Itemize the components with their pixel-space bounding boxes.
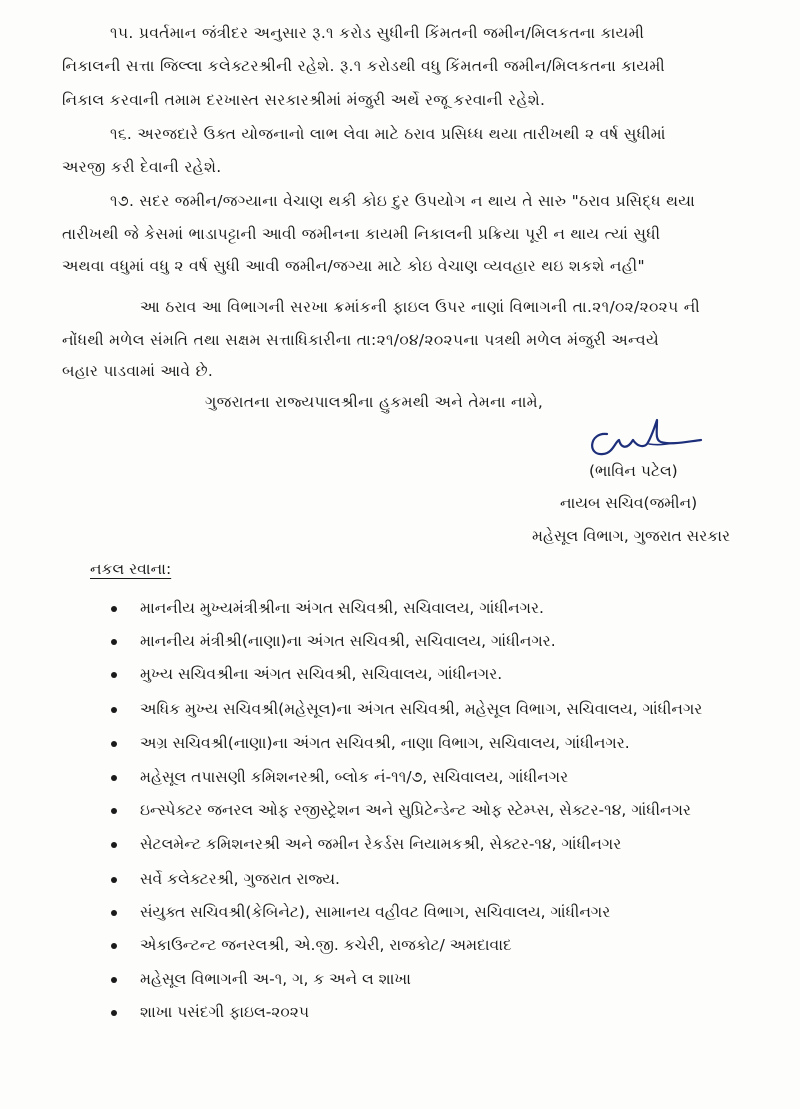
list-item: ઇન્સ્પેક્ટર જનરલ ઓફ રજીસ્ટ્રેશન અને સુપ્રિટેન્ડેન્ટ ઓફ સ્ટેમ્પ્સ, સેક્ટર-૧૪, ગાંધીનગર [118, 801, 691, 820]
signatory-designation: નાયબ સચિવ(જમીન) [560, 494, 698, 512]
clause-15-line-2: નિકાલની સત્તા જિલ્લા કલેક્ટરશ્રીની રહેશે. રૂ.૧ કરોડથી વધુ કિંમતની જમીન/મિલકતના કાયમી [62, 57, 665, 75]
list-item: મહેસૂલ તપાસણી કમિશનરશ્રી, બ્લોક નં-૧૧/૭, સચિવાલય, ગાંધીનગર [118, 768, 568, 787]
clause-15-line-1: ૧૫. પ્રવર્તમાન જંત્રીદર અનુસાર રૂ.૧ કરોડ સુધીની કિંમતની જમીન/મિલકતના કાયમી [110, 24, 645, 42]
signatory-department: મહેસૂલ વિભાગ, ગુજરાત સરકાર [532, 527, 731, 545]
signatory-name: (ભાવિન પટેલ) [589, 462, 678, 480]
bullet-icon [111, 741, 117, 747]
clause-15-line-3: નિકાલ કરવાની તમામ દરખાસ્ત સરકારશ્રીમાં મંજુરી અર્થે રજૂ કરવાની રહેશે. [62, 91, 546, 109]
list-item: સંયુક્ત સચિવશ્રી(કેબિનેટ), સામાનય વહીવટ વિભાગ, સચિવાલય, ગાંધીનગર [118, 903, 610, 922]
copy-to-heading: નકલ રવાના: [90, 560, 172, 578]
signature-mark [585, 418, 705, 468]
resolution-line-1: આ ઠરાવ આ વિભાગની સરખા ક્રમાંકની ફાઇલ ઉપર નાણાં વિભાગની તા.૨૧/૦૨/૨૦૨૫ ની [140, 298, 700, 316]
bullet-icon [111, 808, 117, 814]
bullet-icon [111, 1010, 117, 1016]
list-item: માનનીય મુખ્યમંત્રીશ્રીના અંગત સચિવશ્રી, સચિવાલય, ગાંધીનગર. [118, 599, 544, 618]
clause-16-line-2: અરજી કરી દેવાની રહેશે. [62, 158, 222, 176]
bullet-icon [111, 639, 117, 645]
bullet-icon [111, 672, 117, 678]
bullet-icon [111, 842, 117, 848]
list-item: શાખા પસંદગી ફાઇલ-૨૦૨૫ [118, 1003, 309, 1022]
clause-17-line-1: ૧૭. સદર જમીન/જગ્યાના વેચાણ થકી કોઇ દુર ઉપયોગ ન થાય તે સારુ "ઠરાવ પ્રસિદ્ધ થયા [110, 192, 696, 210]
clause-17-line-2: તારીખથી જે કેસમાં ભાડાપટ્ટાની આવી જમીનના કાયમી નિકાલની પ્રક્રિયા પૂરી ન થાય ત્યાં સુધી [62, 225, 661, 243]
list-item: અગ્ર સચિવશ્રી(નાણા)ના અંગત સચિવશ્રી, નાણા વિભાગ, સચિવાલય, ગાંધીનગર. [118, 734, 630, 753]
list-item: મુખ્ય સચિવશ્રીના અંગત સચિવશ્રી, સચિવાલય, ગાંધીનગર. [118, 665, 502, 684]
bullet-icon [111, 943, 117, 949]
clause-16-line-1: ૧૬. અરજદારે ઉક્ત યોજનાનો લાભ લેવા માટે ઠરાવ પ્રસિધ્ધ થયા તારીખથી ૨ વર્ષ સુધીમાં [110, 125, 666, 143]
list-item: અધિક મુખ્ય સચિવશ્રી(મહેસૂલ)ના અંગત સચિવશ્રી, મહેસૂલ વિભાગ, સચિવાલય, ગાંધીનગર [118, 700, 702, 719]
bullet-icon [111, 910, 117, 916]
list-item: એકાઉન્ટન્ટ જનરલશ્રી, એ.જી. કચેરી, રાજકોટ/ અમદાવાદ [118, 936, 512, 955]
resolution-line-3: બહાર પાડવામાં આવે છે. [62, 362, 214, 380]
list-item: મહેસૂલ વિભાગની અ-૧, ગ, ક અને લ શાખા [118, 970, 411, 989]
resolution-line-2: નોંધથી મળેલ સંમતિ તથા સક્ષમ સત્તાધિકારીના તા:૨૧/૦૪/૨૦૨૫ના પત્રથી મળેલ મંજુરી અન્વયે [62, 331, 660, 349]
bullet-icon [111, 877, 117, 883]
governor-order-line: ગુજરાતના રાજ્યપાલશ્રીના હુકમથી અને તેમના નામે, [205, 393, 544, 411]
bullet-icon [111, 977, 117, 983]
clause-17-line-3: અથવા વધુમાં વધુ ૨ વર્ષ સુધી આવી જમીન/જગ્યા માટે કોઇ વેચાણ વ્યવહાર થઇ શકશે નહી" [62, 257, 645, 275]
list-item: સેટલમેન્ટ કમિશનરશ્રી અને જમીન રેકર્ડસ નિયામકશ્રી, સેક્ટર-૧૪, ગાંધીનગર [118, 835, 621, 854]
bullet-icon [111, 707, 117, 713]
list-item: સર્વે કલેક્ટરશ્રી, ગુજરાત રાજ્ય. [118, 870, 340, 889]
list-item: માનનીય મંત્રીશ્રી(નાણા)ના અંગત સચિવશ્રી, સચિવાલય, ગાંધીનગર. [118, 632, 556, 651]
bullet-icon [111, 606, 117, 612]
bullet-icon [111, 775, 117, 781]
